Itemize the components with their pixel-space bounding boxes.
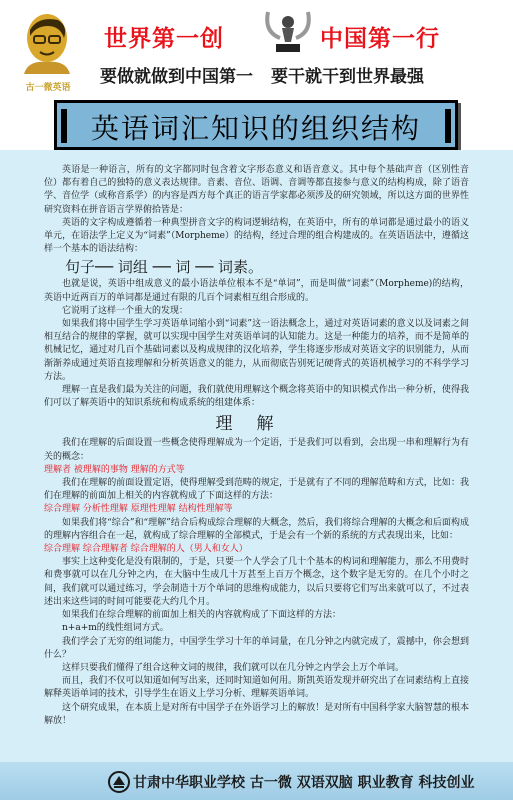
paragraph-11: 如果我们在综合理解的前面加上相关的内容就构成了下面这样的方法： xyxy=(62,610,342,621)
slogan2-part-a: 要做就做到中国第一 xyxy=(100,67,253,87)
slogan-left: 世界第一创 xyxy=(104,26,224,52)
paragraph-6: 理解一直是我们最为关注的问题，我们就使用理解这个概念将英语中的知识模式作出一种分析，使得我们可以了解英语中的知识系统和构成系统的组建体系： xyxy=(44,385,469,409)
trophy-icon xyxy=(262,8,314,54)
page-title: 英语词汇知识的组织结构 xyxy=(90,112,421,145)
paragraph-12: 我们学会了无穷的组词能力，中国学生学习十年的单词量，在几分钟之内就完成了，震撼中，你会想到什么？ xyxy=(44,636,469,660)
grammar-formula: 句子── 词组 ── 词 ── 词素。 xyxy=(65,258,264,277)
paragraph-10: 事实上这种变化是没有限制的，于是，只要一个人学会了几十个基本的构词和理解能力，那么不用费时和费事就可以在几分钟之内，在大脑中生成几十万甚至上百万个概念，这个数字是无穷的。在几个小时之间，我们就可以通过练习，学会制造十万个单词的思维构成能力，以后只要将它们写出来就可以了，不过表述出来这些词的时间可能要花大约几个月。 xyxy=(44,557,469,607)
paragraph-9: 如果我们将“综合”和“理解”结合后构成综合理解的大概念，然后，我们将综合理解的大概念和后面构成的理解内容组合在一起，就构成了综合理解的全部模式，于是会有一个新的系统的方式表现出来，比如： xyxy=(44,517,469,541)
red-list-1: 理解者 被理解的事物 理解的方式等 xyxy=(44,464,185,475)
slogan-right: 中国第一行 xyxy=(320,26,440,52)
subtitle-slogan xyxy=(100,62,500,87)
paragraph-8: 我们在理解的前面设置定语，使得理解受到范畴的规定，于是就有了不同的理解范畴和方式，比如：我们在理解的前面加上相关的内容就构成了下面这样的方法： xyxy=(44,478,469,502)
paragraph-4: 它说明了这样一个重大的发现： xyxy=(62,305,189,316)
footer xyxy=(0,762,513,800)
paragraph-2: 英语的文字构成遵循着一种典型拼音文字的构词逻辑结构，在英语中，所有的单词都是通过最小的语义单元，在语法学上定义为“词素”（Morpheme）的结构，经过合理的组合构建成的。在英语语法中，遵循这样一个基本的语法结构： xyxy=(44,217,469,255)
paragraph-13: 这样只要我们懂得了组合这种文词的规律，我们就可以在几分钟之内学会上万个单词。 xyxy=(62,662,405,673)
section-heading: 理解 xyxy=(215,414,298,435)
title-box xyxy=(54,100,458,150)
logo-caption: 古一微英语 xyxy=(25,83,71,93)
paragraph-14: 而且，我们不仅可以知道如何写出来，还同时知道如何用。斯凯英语发现并研究出了在词素结构上直接解释英语单词的技术，引导学生在语义上学习分析、理解英语单词。 xyxy=(44,676,469,700)
paragraph-7: 我们在理解的后面设置一些概念使得理解成为一个定语，于是我们可以看到，会出现一串和理解行为有关的概念： xyxy=(44,438,469,462)
title-bar-right xyxy=(445,109,451,143)
portrait-logo-icon xyxy=(18,12,76,74)
paragraph-1: 英语是一种语言，所有的文字都同时包含着文字形态意义和语音意义。其中每个基础声音（区别性音位）都有着自己的独特的意义表达规律。音素、音位、语调、音调等都直接参与意义的结构构成，除了语音学、音位学（或称音系学）的内容是西方每个真正的语言学家都必须涉及的研究领域，所以这方面的世界性研究资料在拼音语言学界俯拾皆是： xyxy=(44,165,469,215)
header xyxy=(0,0,513,150)
paragraph-15: 这个研究成果，在本质上是对所有中国学子在外语学习上的解放！是对所有中国科学家大脑智慧的根本解放！ xyxy=(44,702,469,726)
red-list-2: 综合理解 分析性理解 原理性理解 结构性理解等 xyxy=(44,504,233,515)
slogan2-part-b: 要干就干到世界最强 xyxy=(271,67,424,87)
red-list-3: 综合理解 综合理解者 综合理解的人（男人和女人） xyxy=(44,544,248,555)
footer-text: 甘肃中华职业学校 古一微 双语双脑 职业教育 科技创业 xyxy=(133,775,475,791)
paragraph-5: 如果我们将中国学生学习英语单词缩小到“词素”这一语法概念上，通过对英语词素的意义以及词素之间相互结合的规律的掌握，就可以实现中国学生对英语单词的认知能力。这是一种能力的培养，而不是简单的机械记忆，通过对几百个基础词素以及构成规律的汉化培养，学生将逐步形成对英语文字的识别能力，从而渐渐养成通过英语直接理解和分析英语意义的能力，从而彻底告别死记硬背式的英语机械学习的不科学学习方法。 xyxy=(44,319,469,382)
article-body xyxy=(0,150,513,762)
formula-2: n+a+m的线性组词方式。 xyxy=(62,623,169,634)
school-emblem-icon xyxy=(108,771,130,793)
paragraph-3: 也就是说，英语中组成意义的最小语法单位根本不是“单词”，而是叫做“词素”（Morpheme)的结构，英语中近两百万的单词都是通过有限的几百个词素相互组合形成的。 xyxy=(44,279,469,303)
